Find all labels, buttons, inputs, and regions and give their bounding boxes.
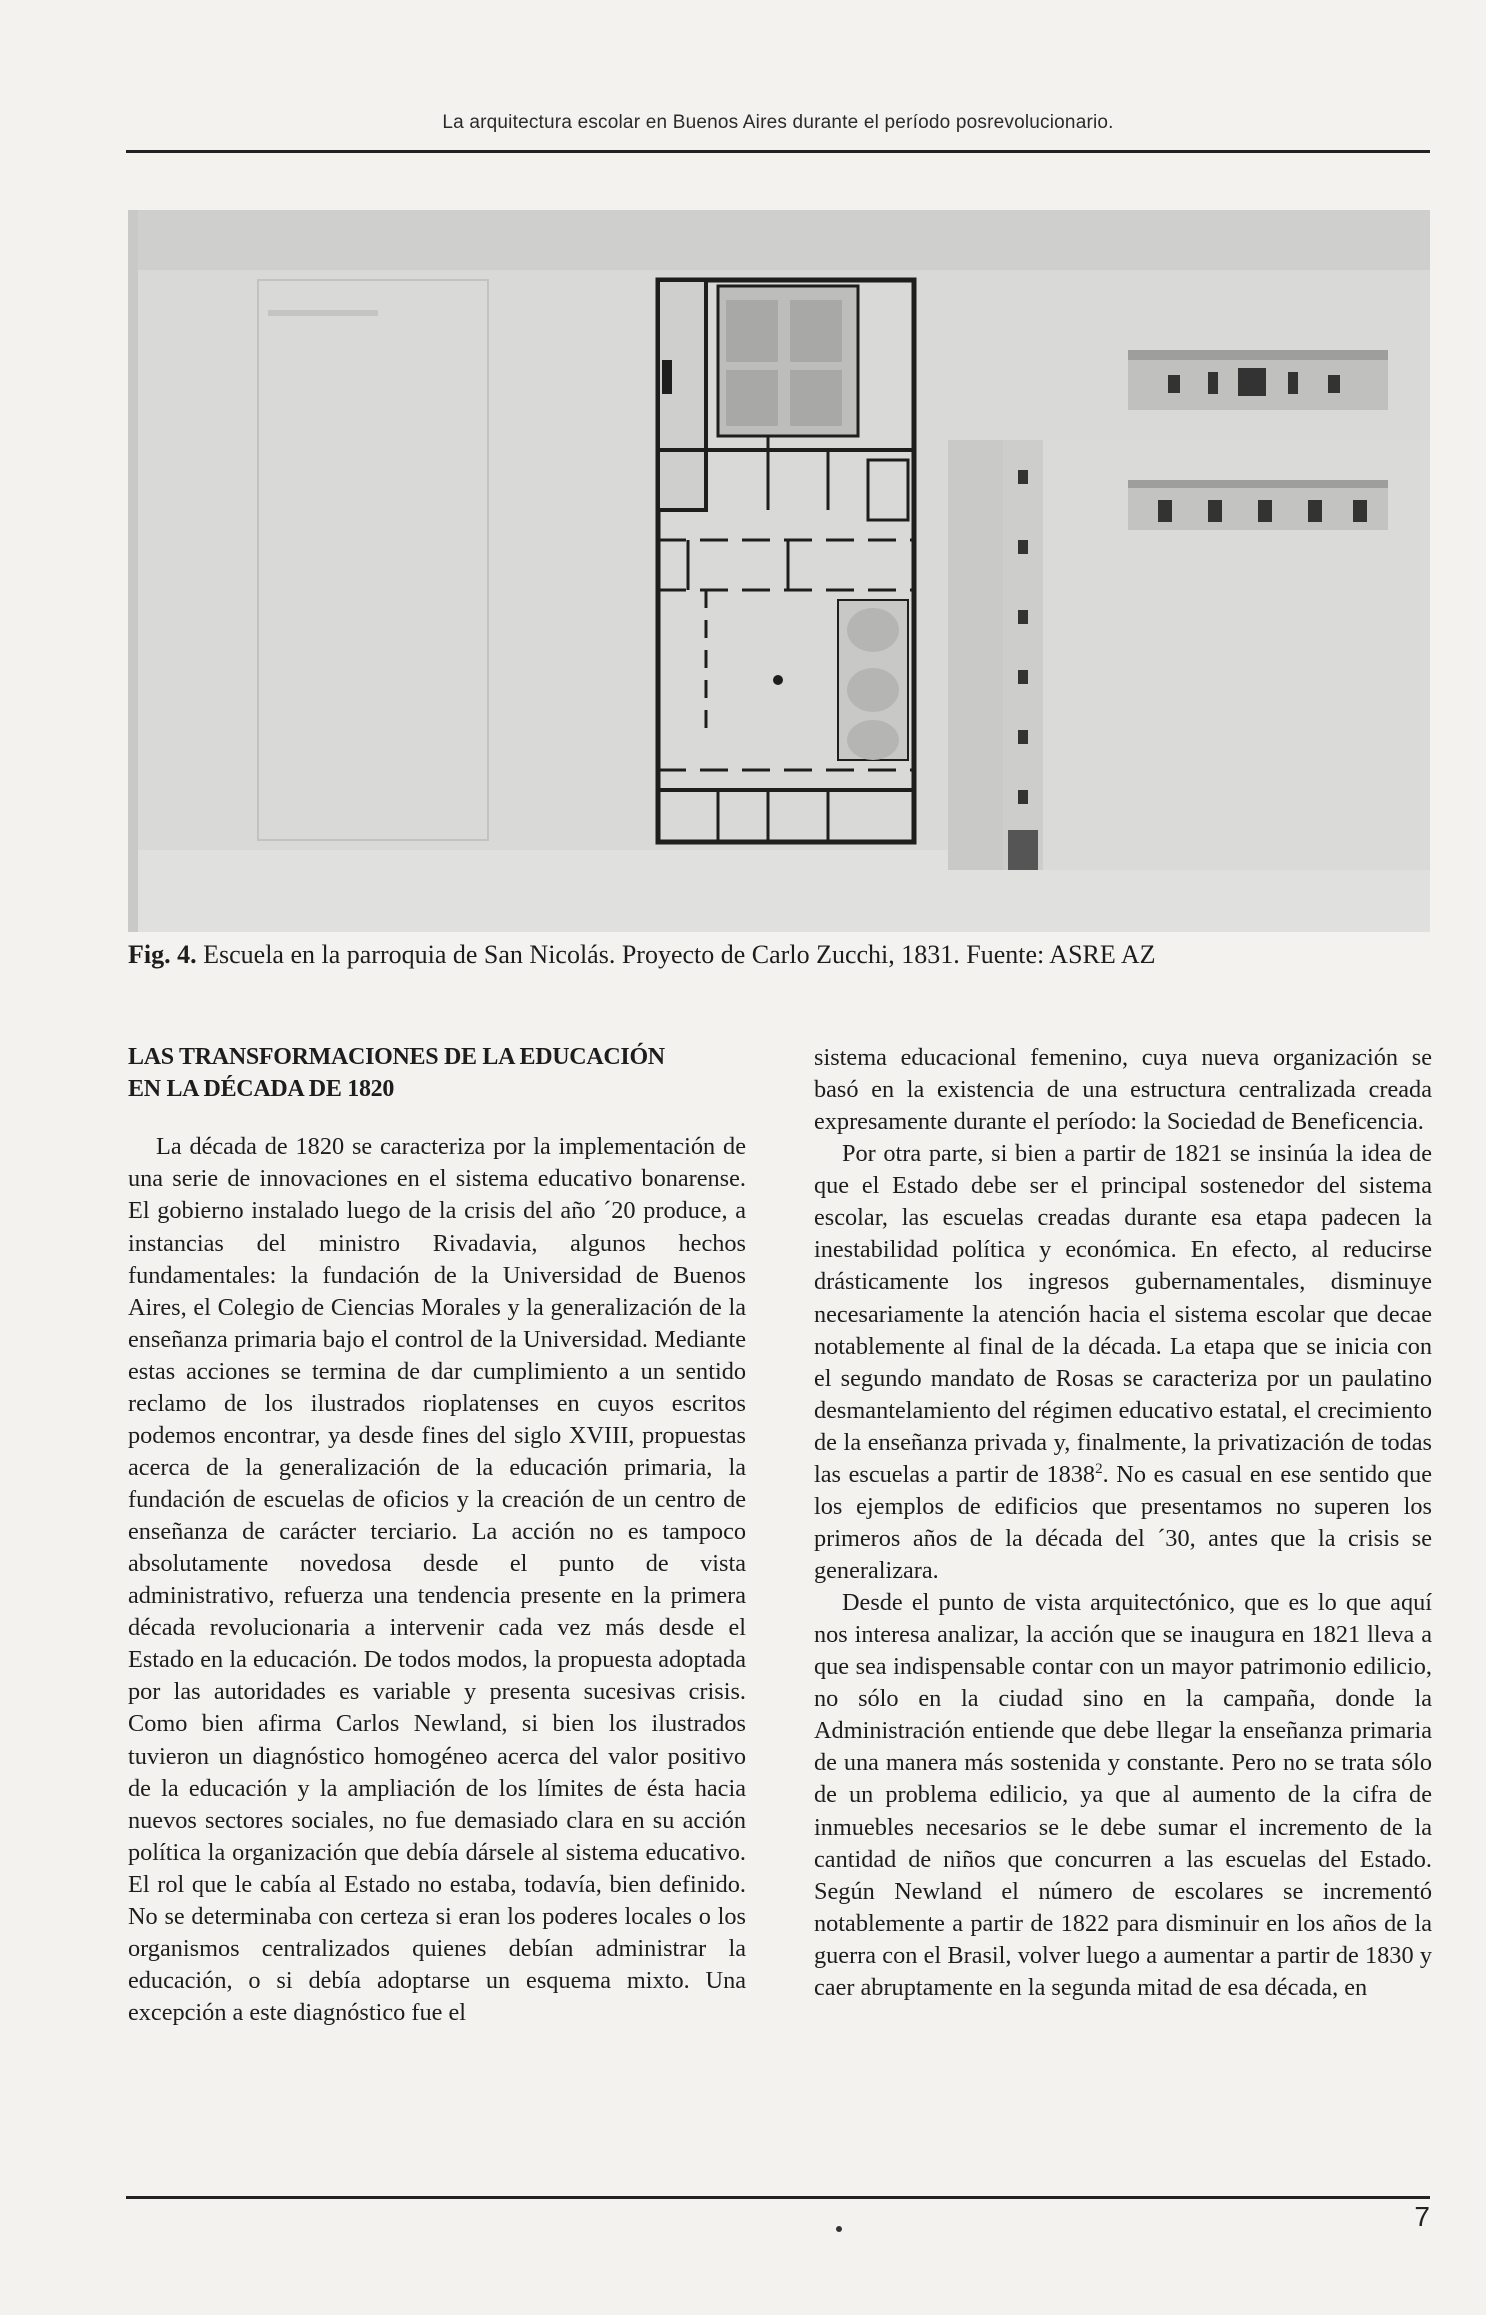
body-paragraph: Desde el punto de vista arquitectónico, que es lo que aquí nos interesa analizar, la acción que se inaugura en 1821 lleva a que sea indispensable contar con un mayor patrimonio edilicio, no sólo en la ciudad sino en la campaña, donde la Administración entiende que debe llegar la enseñanza primaria de una manera más sostenida y constante. Pero no se trata sólo de un problema edilicio, ya que al aumento de la cifra de inmuebles necesarios se le debe sumar el incremento de la cantidad de niños que concurren a las escuelas del Estado. Según Newland el número de escolares se incrementó notablemente a partir de 1822 para disminuir en los años de la guerra con el Brasil, volver luego a aumentar a partir de 1830 y caer abruptamente en la segunda mitad de esa década, en bbox=[814, 1589, 1432, 2001]
figure-floor-plan bbox=[128, 210, 1430, 932]
figure-caption bbox=[128, 940, 1430, 970]
caption-label: Fig. 4. bbox=[128, 940, 197, 969]
section-title-line-2: EN LA DÉCADA DE 1820 bbox=[128, 1075, 395, 1102]
body-paragraph-continuation: sistema educacional femenino, cuya nueva organización se basó en la existencia de una estructura centralizada creada expresamente durante el período: la Sociedad de Beneficencia. bbox=[814, 1044, 1432, 1136]
paragraph-text: Por otra parte, si bien a partir de 1821 se insinúa la idea de que el Estado debe ser el principal sostenedor del sistema escolar, las escuelas creadas durante esa etapa padecen la inestabilidad política y económica. En efecto, al reducirse drásticamente los ingresos gubernamentales, disminuye necesariamente la atención hacia el sistema escolar que decae notablemente al final de la década. La etapa que se inicia con el segundo mandato de Rosas se caracteriza por un paulatino desmantelamiento del régimen educativo estatal, el crecimiento de la enseñanza privada y, finalmente, la privatización de todas las escuelas a partir de 1838 bbox=[814, 1140, 1432, 1488]
section-title bbox=[128, 1042, 746, 1105]
caption-text: Escuela en la parroquia de San Nicolás. Proyecto de Carlo Zucchi, 1831. Fuente: ASRE AZ bbox=[196, 940, 1156, 969]
section-title-line-1: LAS TRANSFORMACIONES DE LA EDUCACIÓN bbox=[128, 1044, 665, 1070]
body-paragraph bbox=[814, 1138, 1432, 1587]
paragraph-text: . No es casual en ese sentido que los ejemplos de edificios que presentamos no superen los primeros años de la década del ´30, antes que la crisis se generalizara. bbox=[814, 1460, 1433, 1584]
left-column bbox=[128, 1042, 746, 2029]
footnote-reference: 2 bbox=[1095, 1460, 1103, 1477]
footer-rule bbox=[126, 2196, 1430, 2199]
right-column bbox=[814, 1042, 1432, 2004]
running-head: La arquitectura escolar en Buenos Aires durante el período posrevolucionario. bbox=[442, 112, 1114, 133]
page-number: 7 bbox=[1414, 2201, 1430, 2232]
header-rule bbox=[126, 150, 1430, 153]
body-paragraph: La década de 1820 se caracteriza por la implementación de una serie de innovaciones en el sistema educativo bonarense. El gobierno instalado luego de la crisis del año ´20 produce, a instancias del ministro Rivadavia, algunos hechos fundamentales: la fundación de la Universidad de Buenos Aires, el Colegio de Ciencias Morales y la generalización de la enseñanza primaria bajo el control de la Universidad. Mediante estas acciones se termina de dar cumplimiento a un sentido reclamo de los ilustrados rioplatenses en cuyos escritos podemos encontrar, ya desde fines del siglo XVIII, propuestas acerca de la generalización de la educación primaria, la fundación de escuelas de oficios y la creación de un centro de enseñanza de carácter terciario. La acción no es tampoco absolutamente novedosa desde el punto de vista administrativo, refuerza una tendencia presente en la primera década revolucionaria a intervenir cada vez más desde el Estado en la educación. De todos modos, la propuesta adoptada por las autoridades es variable y presenta sucesivas crisis. Como bien afirma Carlos Newland, si bien los ilustrados tuvieron un diagnóstico homogéneo acerca del valor positivo de la educación y la ampliación de los límites de ésta hacia nuevos sectores sociales, no fue demasiado clara en su acción política la organización que debía dársele al sistema educativo. El rol que le cabía al Estado no estaba, todavía, bien definido. No se determinaba con certeza si eran los poderes locales o los organismos centralizados quienes debían administrar la educación, o si debía adoptarse un esquema mixto. Una excepción a este diagnóstico fue el bbox=[128, 1133, 746, 2027]
print-mark bbox=[836, 2226, 842, 2232]
